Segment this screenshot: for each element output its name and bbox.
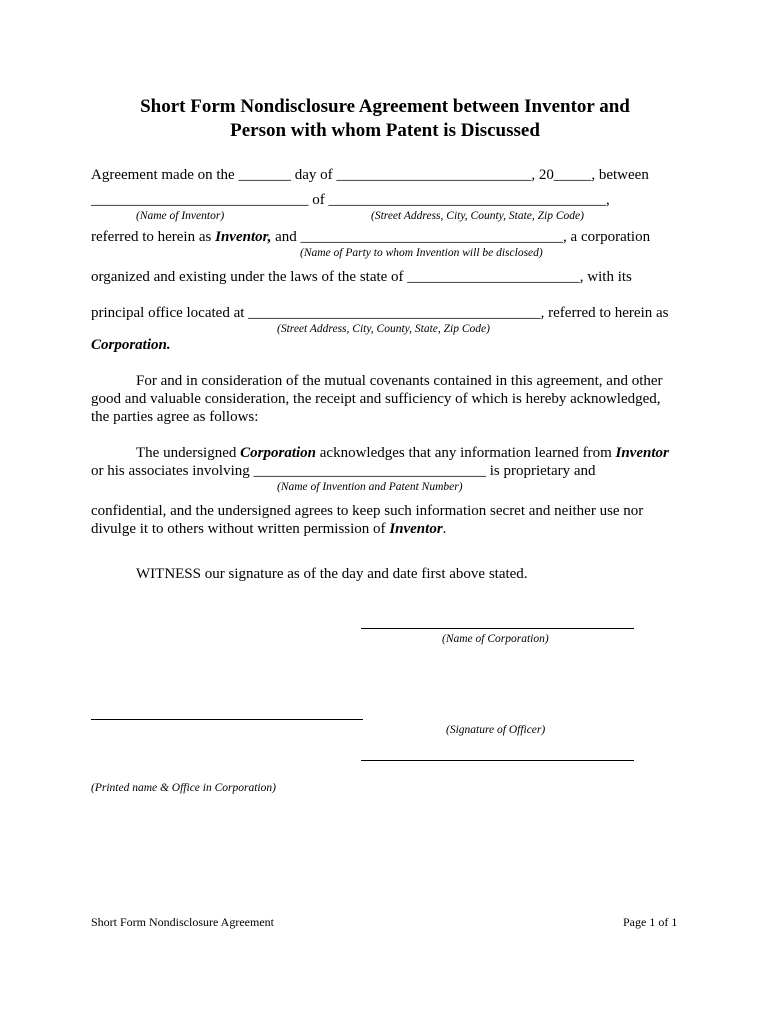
inventor-term-2: Inventor: [615, 445, 669, 461]
caption-party-name: (Name of Party to whom Invention will be disclosed): [300, 247, 543, 259]
confidential-line-2: [91, 520, 446, 538]
inventor-address-line: _____________________________ of _____________________________________,: [91, 192, 610, 208]
acknowledgement-line-1: [136, 444, 669, 462]
referred-inventor-line: [91, 228, 650, 246]
referred-suffix: and ___________________________________, a corporation: [271, 229, 651, 245]
caption-invention-name: (Name of Invention and Patent Number): [277, 481, 463, 493]
caption-signature-of-officer: (Signature of Officer): [446, 724, 546, 736]
inventor-term: Inventor,: [215, 229, 272, 245]
acknowledgement-line-2: or his associates involving _______________________________ is proprietary and: [91, 463, 596, 479]
officer-signature-rule: [361, 760, 634, 761]
footer-page-number: Page 1 of 1: [623, 915, 678, 929]
principal-office-line: principal office located at _______________________________________, referred to herein as: [91, 305, 669, 321]
inventor-term-3: Inventor: [389, 521, 443, 537]
witness-statement: WITNESS our signature as of the day and date first above stated.: [136, 566, 528, 582]
consideration-paragraph: For and in consideration of the mutual covenants contained in this agreement, and other good and valuable consideration, the receipt and sufficiency of which is hereby acknowledged, the parties agree as follows:: [91, 373, 663, 425]
caption-printed-name-office: (Printed name & Office in Corporation): [91, 782, 276, 794]
referred-prefix: referred to herein as: [91, 229, 216, 245]
divulge-suffix: .: [442, 521, 447, 537]
ack-prefix: The undersigned: [136, 445, 241, 461]
document-title-line-2: Person with whom Patent is Discussed: [230, 120, 540, 141]
caption-street-address-1: (Street Address, City, County, State, Zip Code): [371, 210, 584, 222]
corporation-name-rule: [361, 628, 634, 629]
caption-name-of-inventor: (Name of Inventor): [136, 210, 225, 222]
divulge-prefix: divulge it to others without written permission of: [91, 521, 390, 537]
printed-name-rule: [91, 719, 363, 720]
ack-middle: acknowledges that any information learned from: [316, 445, 616, 461]
caption-street-address-2: (Street Address, City, County, State, Zip Code): [277, 323, 490, 335]
confidential-line-1: confidential, and the undersigned agrees to keep such information secret and neither use nor: [91, 503, 644, 519]
agreement-date-line: Agreement made on the _______ day of __________________________, 20_____, between: [91, 167, 649, 183]
caption-name-of-corporation: (Name of Corporation): [442, 633, 549, 645]
footer-document-name: Short Form Nondisclosure Agreement: [91, 915, 274, 929]
document-title-line-1: Short Form Nondisclosure Agreement between Inventor and: [140, 96, 630, 117]
corporation-term-2: Corporation: [240, 445, 316, 461]
corporation-term: Corporation.: [91, 337, 171, 353]
state-of-organization-line: organized and existing under the laws of the state of _______________________, with its: [91, 269, 632, 285]
